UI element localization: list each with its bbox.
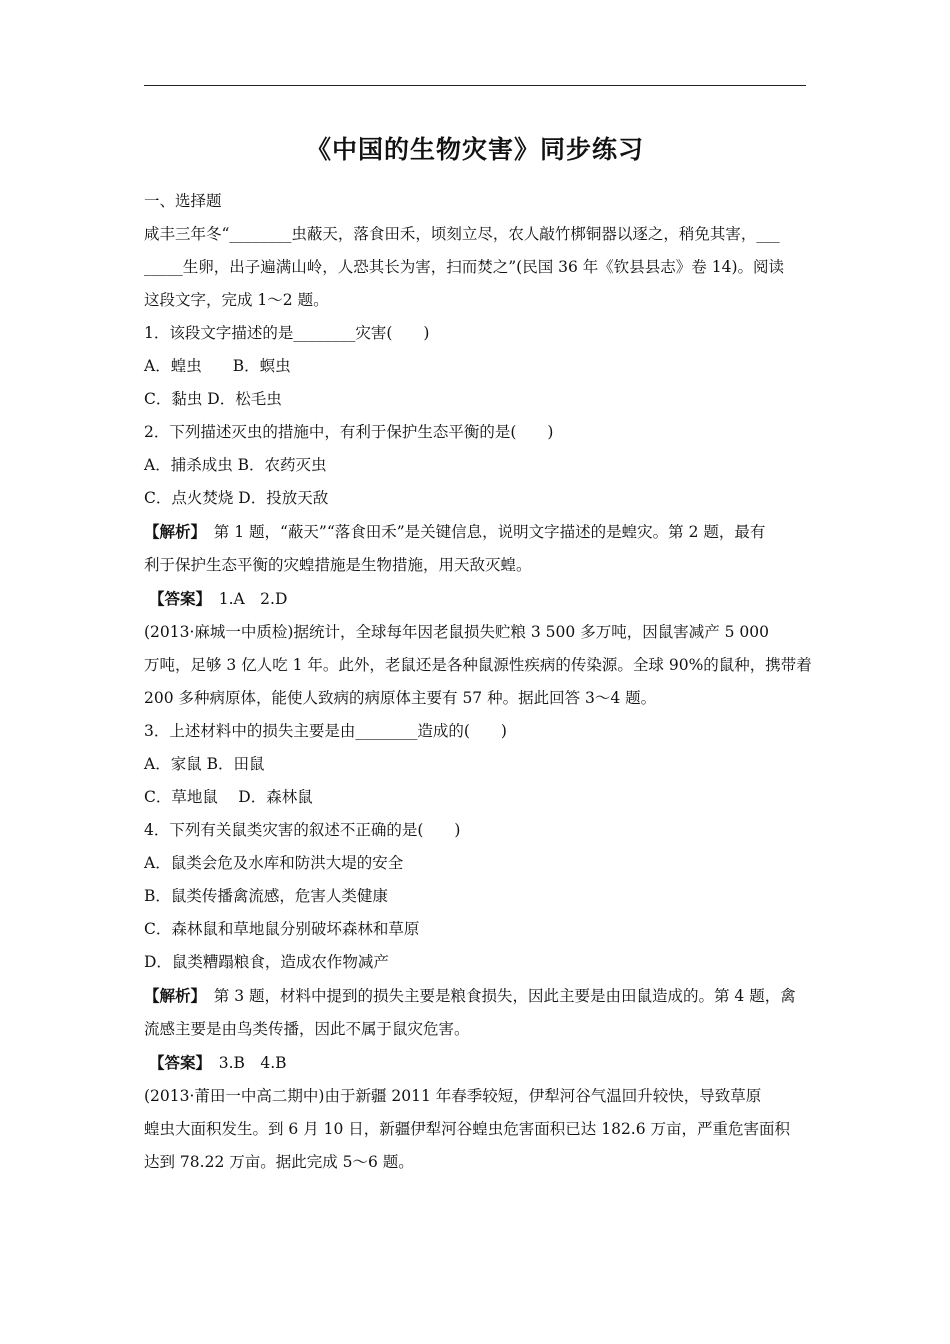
passage-3-line-3: 达到 78.22 万亩。据此完成 5～6 题。 [144, 1153, 414, 1171]
passage-2-line-1: (2013·麻城一中质检)据统计，全球每年因老鼠损失贮粮 3 500 多万吨，因鼠害减产 5 000 [144, 623, 769, 641]
page-title: 《中国的生物灾害》同步练习 [305, 135, 644, 164]
passage-1-line-2: _____生卵，出子遍满山岭，人恐其长为害，扫而焚之”(民国 36 年《钦县县志》卷 14)。阅读 [144, 258, 784, 276]
passage-3-line-2: 蝗虫大面积发生。到 6 月 10 日，新疆伊犁河谷蝗虫危害面积已达 182.6 万亩，严重危害面积 [144, 1120, 791, 1138]
analysis-2-text: 第 3 题，材料中提到的损失主要是粮食损失，因此主要是由田鼠造成的。第 4 题，禽 [198, 987, 796, 1005]
question-2-options-cd: C．点火焚烧 D．投放天敌 [144, 489, 329, 507]
analysis-label: 【解析】 [144, 986, 199, 1005]
question-1-options-ab: A．蝗虫 B．螟虫 [144, 357, 291, 375]
question-4-option-b: B．鼠类传播禽流感，危害人类健康 [144, 887, 388, 905]
passage-2-line-3: 200 多种病原体，能使人致病的病原体主要有 57 种。据此回答 3～4 题。 [144, 689, 657, 707]
question-3-stem: 3．上述材料中的损失主要是由________造成的( ) [144, 722, 507, 740]
analysis-2-line-1 [144, 979, 808, 1013]
question-2-stem: 2．下列描述灭虫的措施中，有利于保护生态平衡的是( ) [144, 423, 554, 441]
passage-1-line-1: 咸丰三年冬“________虫蔽天，落食田禾，顷刻立尽，农人敲竹梆铜器以逐之，稍免其害，___ [144, 225, 780, 243]
analysis-1-line-1 [144, 515, 808, 549]
analysis-2-line-2: 流感主要是由鸟类传播，因此不属于鼠灾危害。 [144, 1020, 470, 1038]
answer-2 [144, 1046, 808, 1080]
question-4-option-a: A．鼠类会危及水库和防洪大堤的安全 [144, 854, 404, 872]
question-4-option-c: C．森林鼠和草地鼠分别破坏森林和草原 [144, 920, 420, 938]
answer-label: 【答案】 [148, 589, 204, 608]
answer-2-text: 3.B 4.B [203, 1054, 287, 1072]
section-heading: 一、选择题 [144, 192, 222, 210]
analysis-1-line-2: 利于保护生态平衡的灾蝗措施是生物措施，用天敌灭蝗。 [144, 556, 532, 574]
question-3-options-cd: C．草地鼠 D．森林鼠 [144, 788, 313, 806]
analysis-1-text: 第 1 题，“蔽天”“落食田禾”是关键信息，说明文字描述的是蝗灾。第 2 题，最有 [198, 523, 766, 541]
answer-1-text: 1.A 2.D [203, 590, 288, 608]
question-4-option-d: D．鼠类糟蹋粮食，造成农作物减产 [144, 953, 389, 971]
question-1-options-cd: C．黏虫 D．松毛虫 [144, 390, 282, 408]
question-4-stem: 4．下列有关鼠类灾害的叙述不正确的是( ) [144, 821, 461, 839]
header-rule [144, 85, 806, 86]
answer-1 [144, 582, 808, 616]
question-3-options-ab: A．家鼠 B．田鼠 [144, 755, 265, 773]
passage-2-line-2: 万吨，足够 3 亿人吃 1 年。此外，老鼠还是各种鼠源性疾病的传染源。全球 90%的鼠种，携带着 [144, 656, 812, 674]
passage-1-line-3: 这段文字，完成 1～2 题。 [144, 291, 329, 309]
passage-3-line-1: (2013·莆田一中高二期中)由于新疆 2011 年春季较短，伊犁河谷气温回升较快，导致草原 [144, 1087, 762, 1105]
answer-label: 【答案】 [148, 1053, 204, 1072]
document-body [144, 185, 812, 1179]
question-2-options-ab: A．捕杀成虫 B．农药灭虫 [144, 456, 327, 474]
analysis-label: 【解析】 [144, 522, 199, 541]
question-1-stem: 1．该段文字描述的是________灾害( ) [144, 324, 430, 342]
